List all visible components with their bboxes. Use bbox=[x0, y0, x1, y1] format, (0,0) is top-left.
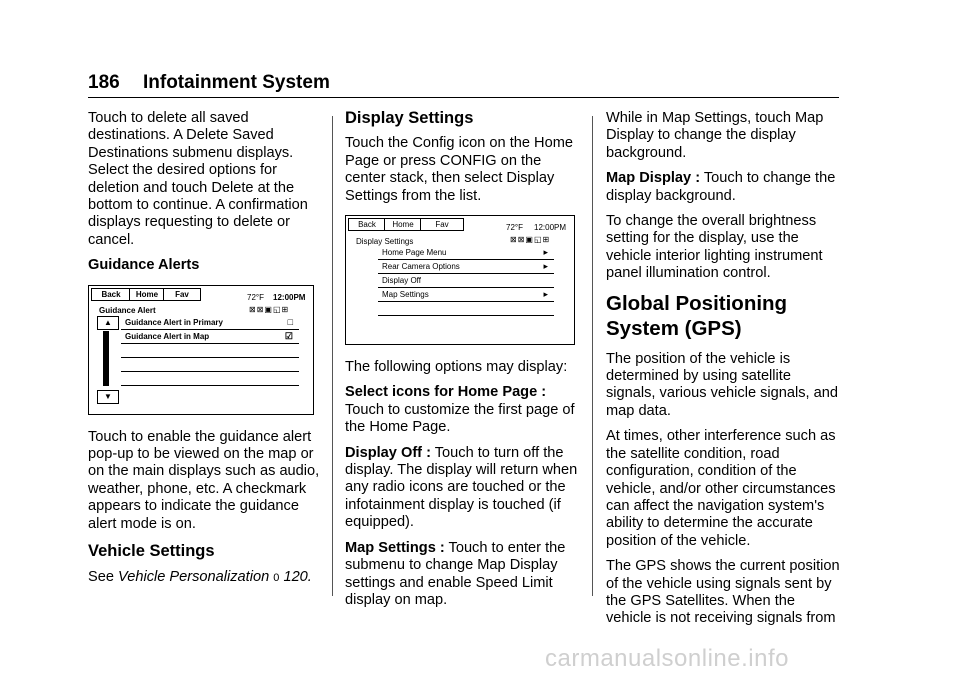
chevron-right-icon: ▸ bbox=[543, 289, 548, 300]
reference-arrow: 0 bbox=[273, 571, 280, 584]
display-settings-heading: Display Settings bbox=[345, 109, 474, 127]
list-item[interactable]: Map Settings ▸ bbox=[378, 288, 554, 302]
list-item[interactable]: Guidance Alert in Map ☑ bbox=[121, 330, 299, 344]
options-intro: The following options may display: bbox=[345, 359, 568, 376]
fav-button[interactable]: Fav bbox=[163, 288, 201, 301]
scrollbar[interactable] bbox=[103, 331, 109, 386]
column-divider-2 bbox=[592, 116, 593, 596]
clock: 12:00PM bbox=[273, 292, 306, 302]
option-map-settings: Map Settings : Touch to enter the submenu to change Map Display settings and enable Speed Limit display on map. bbox=[345, 539, 566, 608]
map-settings-text: While in Map Settings, touch Map Display to change the display background. bbox=[606, 110, 824, 161]
watermark: carmanualsonline.info bbox=[545, 645, 789, 672]
list-item[interactable]: Home Page Menu ▸ bbox=[378, 246, 554, 260]
fav-button[interactable]: Fav bbox=[420, 218, 464, 231]
screen-title: Guidance Alert bbox=[99, 305, 156, 315]
display-settings-screen bbox=[345, 215, 575, 345]
status-icons: ⊠⊠▣◱⊞ bbox=[510, 235, 551, 245]
list-item[interactable]: Display Off bbox=[378, 274, 554, 288]
guidance-list bbox=[121, 316, 299, 386]
page-header bbox=[88, 72, 330, 94]
chevron-right-icon: ▸ bbox=[543, 247, 548, 258]
chevron-right-icon: ▸ bbox=[543, 261, 548, 272]
reference-link[interactable]: Vehicle Personalization bbox=[118, 568, 270, 585]
home-button[interactable]: Home bbox=[384, 218, 422, 231]
guidance-alerts-text: Touch to enable the guidance alert pop-up to be viewed on the map or on the main displays such as audio, weather, phone, etc. A checkmark appears to indicate the guidance alert mode is on. bbox=[88, 428, 320, 532]
guidance-alerts-heading: Guidance Alerts bbox=[88, 257, 200, 274]
guidance-alert-screen bbox=[88, 285, 314, 415]
header-rule bbox=[88, 97, 839, 98]
back-button[interactable]: Back bbox=[91, 288, 131, 301]
page-number: 186 bbox=[88, 72, 120, 93]
back-button[interactable]: Back bbox=[348, 218, 386, 231]
option-display-off: Display Off : Touch to turn off the display. The display will return when any radio icons are touched or the infotainment display is touched (if equipped). bbox=[345, 444, 578, 531]
vehicle-settings-heading: Vehicle Settings bbox=[88, 542, 215, 561]
gps-paragraph-2: At times, other interference such as the satellite condition, road configuration, condition of the vehicle, and/or other circumstances can affect the navigation system's ability to determine the accurate position of the vehicle. bbox=[606, 428, 836, 549]
gps-paragraph-3: The GPS shows the current position of the vehicle using signals sent by the GPS Satellites. When the vehicle is not receiving signals from bbox=[606, 558, 840, 627]
home-button[interactable]: Home bbox=[129, 288, 165, 301]
list-item[interactable]: Rear Camera Options ▸ bbox=[378, 260, 554, 274]
settings-list bbox=[378, 246, 554, 316]
clock: 12:00PM bbox=[534, 223, 567, 233]
list-item-empty bbox=[121, 372, 299, 386]
option-home-page: Select icons for Home Page : Touch to customize the first page of the Home Page. bbox=[345, 384, 575, 436]
column-2 bbox=[345, 110, 579, 617]
list-item-empty bbox=[121, 344, 299, 358]
see-reference: See Vehicle Personalization 0 120. bbox=[88, 568, 312, 585]
status-icons: ⊠⊠▣◱⊞ bbox=[249, 304, 290, 314]
checkbox-icon[interactable]: □ bbox=[287, 316, 293, 327]
scroll-down-button[interactable]: ▼ bbox=[97, 390, 119, 404]
column-3 bbox=[606, 110, 842, 636]
scroll-up-button[interactable]: ▲ bbox=[97, 316, 119, 330]
list-item-empty bbox=[121, 358, 299, 372]
temperature: 72°F bbox=[247, 292, 264, 302]
list-item[interactable]: Guidance Alert in Primary □ bbox=[121, 316, 299, 330]
delete-destinations-text: Touch to delete all saved destinations. A Delete Saved Destinations submenu displays. Select the desired options for deletion and touch Delete at the bottom to continue. A confirmation displays requesting to delete or cancel. bbox=[88, 110, 308, 248]
brightness-text: To change the overall brightness setting for the display, use the vehicle interior lighting instrument panel illumination control. bbox=[606, 213, 823, 282]
screen-title: Display Settings bbox=[356, 237, 414, 247]
temperature: 72°F bbox=[506, 223, 523, 233]
display-settings-intro: Touch the Config icon on the Home Page or press CONFIG on the center stack, then select Display Settings from the list. bbox=[345, 135, 573, 204]
page-title: Infotainment System bbox=[142, 72, 330, 93]
gps-heading: Global Positioning System (GPS) bbox=[606, 291, 788, 340]
column-divider-1 bbox=[332, 116, 333, 596]
gps-paragraph-1: The position of the vehicle is determined by using satellite signals, various vehicle signals, and map data. bbox=[606, 350, 839, 419]
column-1 bbox=[88, 110, 320, 595]
option-map-display: Map Display : Touch to change the display background. bbox=[606, 170, 836, 204]
list-item-empty bbox=[378, 302, 554, 316]
checked-checkbox-icon[interactable]: ☑ bbox=[284, 330, 293, 341]
